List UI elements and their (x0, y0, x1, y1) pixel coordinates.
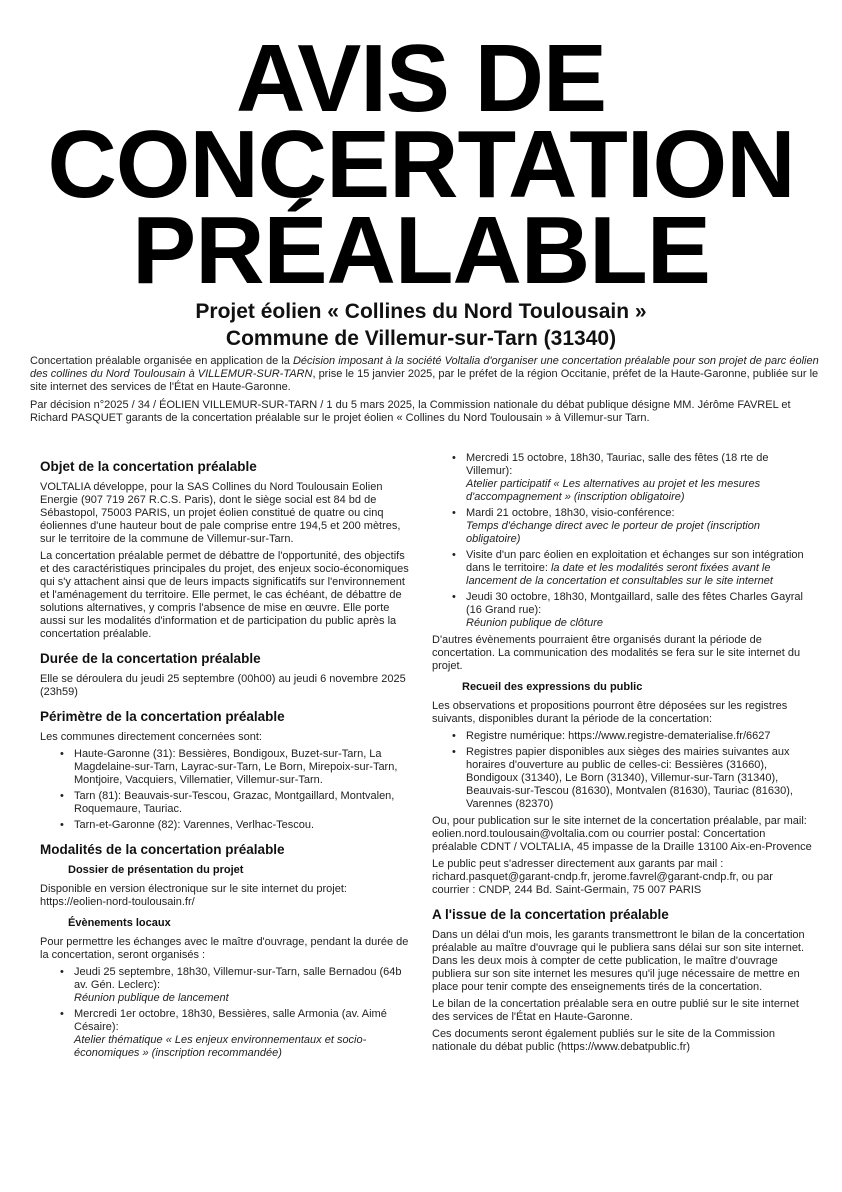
section-duree (40, 651, 415, 699)
objet-paragraph-2: La concertation préalable permet de débattre de l'opportunité, des objectifs et des caractéristiques principales du projet, des enjeux socio-économiques qui s'y attachent ainsi que de leurs impacts significatifs sur l'environnement et l'aménagement du territoire. Elle permet, le cas échéant, de débattre de solutions alternatives, y compris l'absence de mise en œuvre. Elle porte aussi sur les modalités d'information et de participation du public après la concertation préalable. (40, 550, 409, 640)
intro-paragraph-1 (30, 355, 820, 394)
subsection-heading: Évènements locaux (68, 917, 171, 929)
event-note: Temps d'échange direct avec le porteur de projet (inscription obligatoire) (466, 520, 760, 545)
section-heading: Objet de la concertation préalable (40, 459, 257, 474)
event-note: Atelier thématique « Les enjeux environnementaux et socio-économiques » (inscription recommandée) (74, 1034, 367, 1059)
subsection-heading: Recueil des expressions du public (462, 681, 643, 693)
intro-paragraph-2: Par décision n°2025 / 34 / ÉOLIEN VILLEMUR-SUR-TARN / 1 du 5 mars 2025, la Commission nationale du débat publique désigne MM. Jérôme FAVREL et Richard PASQUET garants de la concertation préalable sur le projet éolien « Collines du Nord Toulousain » à Villemur-sur Tarn. (30, 399, 791, 424)
autres-evenements: D'autres évènements pourraient être organisés durant la période de concertation. La communication des modalités se fera sur le site internet du projet. (432, 634, 801, 672)
list-item: • Tarn (81): Beauvais-sur-Tescou, Grazac, Montgaillard, Montvalen, Roquemaure, Tauriac. (40, 790, 415, 816)
intro-block (30, 355, 820, 430)
list-item (432, 591, 812, 630)
issue-paragraph-1: Dans un délai d'un mois, les garants transmettront le bilan de la concertation préalable au maître d'ouvrage qui le publiera sans délai sur son site internet. Dans les deux mois à compter de cette publication, le maître d'ouvrage publiera sur son site internet les mesures qu'il juge nécessaire de mettre en place pour tenir compte des enseignements tirés de la concertation. (432, 929, 805, 993)
list-item: • Tarn-et-Garonne (82): Varennes, Verlhac-Tescou. (40, 819, 415, 832)
notice-title (0, 25, 842, 304)
list-item (432, 549, 812, 588)
recueil-mail: Ou, pour publication sur le site internet de la concertation préalable, par mail: eolien.nord.toulousain@voltalia.com ou courrier postal: Concertation préalable CDNT / VOLTALIA, 45 impasse de la Draille 13100 Aix-en-Provence (432, 815, 812, 853)
event-note: Réunion publique de lancement (74, 992, 229, 1004)
events-list-left (40, 966, 415, 1060)
list-item (432, 452, 812, 504)
subtitle-project: Projet éolien « Collines du Nord Toulousain » (195, 300, 647, 323)
title-line-3: PRÉALABLE (132, 197, 710, 304)
event-main: • Mercredi 1er octobre, 18h30, Bessières, salle Armonia (av. Aimé Césaire): (74, 1008, 387, 1033)
section-heading: Durée de la concertation préalable (40, 651, 261, 666)
list-item (40, 1008, 415, 1060)
recueil-garants: Le public peut s'adresser directement aux garants par mail : richard.pasquet@garant-cndp.fr, jerome.favrel@garant-cndp.fr, ou par courrier : CNDP, 244 Bd. Saint-Germain, 75 007 PARIS (432, 858, 773, 896)
registres-list (432, 730, 812, 811)
issue-paragraph-3: Ces documents seront également publiés sur le site de la Commission nationale du débat public (https://www.debatpublic.fr) (432, 1028, 775, 1053)
section-perimetre (40, 709, 415, 832)
event-main: Visite d'un parc éolien en exploitation et échanges sur son intégration dans le territoire: (466, 549, 804, 574)
events-list-right (432, 452, 812, 630)
left-column (40, 459, 415, 1070)
event-main: • Mardi 21 octobre, 18h30, visio-conférence: (466, 507, 675, 519)
section-objet (40, 459, 415, 641)
intro-p1-end: , prise le 15 janvier 2025, par le préfet de la région Occitanie, préfet de la Haute-Garonne, publiée sur le site internet des services de l'État en Haute-Garonne. (30, 368, 819, 393)
section-heading: A l'issue de la concertation préalable (432, 907, 669, 922)
dossier-text: Disponible en version électronique sur le site internet du projet: https://eolien-nord-toulousain.fr/ (40, 883, 347, 908)
event-note: Atelier participatif « Les alternatives au projet et les mesures d'accompagnement » (inscription obligatoire) (466, 478, 761, 503)
section-heading: Modalités de la concertation préalable (40, 842, 285, 857)
event-note: la date et les modalités seront fixées avant le lancement de la concertation et consultables sur le site internet (466, 562, 773, 587)
event-main: • Jeudi 30 octobre, 18h30, Montgaillard, salle des fêtes Charles Gayral (16 Grand rue): (466, 591, 803, 616)
list-item: • Haute-Garonne (31): Bessières, Bondigoux, Buzet-sur-Tarn, La Magdelaine-sur-Tarn, Layrac-sur-Tarn, Le Born, Mirepoix-sur-Tarn, Montjoire, Vacquiers, Villematier, Villemur-sur-Tarn. (40, 748, 415, 787)
list-item: • Registre numérique: https://www.registre-dematerialise.fr/6627 (432, 730, 812, 743)
section-issue (432, 907, 812, 1054)
recueil-intro: Les observations et propositions pourront être déposées sur les registres suivants, disponibles durant la période de la concertation: (432, 700, 788, 725)
title-line-2: CONCERTATION (47, 111, 795, 218)
subsection-heading: Dossier de présentation du projet (68, 864, 244, 876)
project-subtitle (0, 298, 842, 352)
intro-p1-start: Concertation préalable organisée en application de la (30, 355, 293, 367)
subtitle-commune: Commune de Villemur-sur-Tarn (31340) (225, 327, 617, 350)
event-note: Réunion publique de clôture (466, 617, 603, 629)
event-main: • Mercredi 15 octobre, 18h30, Tauriac, salle des fêtes (18 rte de Villemur): (466, 452, 769, 477)
section-recueil (432, 681, 812, 897)
objet-paragraph-1: VOLTALIA développe, pour la SAS Collines du Nord Toulousain Eolien Energie (907 719 267 R.C.S. Paris), dont le siège social est 84 bd de Sébastopol, 75003 PARIS, un projet éolien constitué de quatre ou cinq éoliennes d'une hauteur bout de pale comprise entre 194,5 et 200 mètres, sur le territoire de la commune de Villemur-sur-Tarn. (40, 481, 401, 545)
communes-list (40, 748, 415, 832)
list-item (432, 507, 812, 546)
issue-paragraph-2: Le bilan de la concertation préalable sera en outre publié sur le site internet des services de l'État en Haute-Garonne. (432, 998, 799, 1023)
section-modalites (40, 842, 415, 1060)
perimetre-intro: Les communes directement concernées sont: (40, 731, 262, 743)
section-heading: Périmètre de la concertation préalable (40, 709, 285, 724)
list-item: • Registres papier disponibles aux sièges des mairies suivantes aux horaires d'ouverture au public de celles-ci: Bessières (31660), Bondigoux (31340), Le Born (31340), Villemur-sur-Tarn (31340), Beauvais-sur-Tescou (81630), Montvalen (81630), Tauriac (81630), Varennes (82370) (432, 746, 812, 811)
evenements-intro: Pour permettre les échanges avec le maître d'ouvrage, pendant la durée de la concertation, seront organisés : (40, 936, 409, 961)
intro-p1-italic: Décision imposant à la société Voltalia d'organiser une concertation préalable pour son projet de parc éolien des collines du Nord Toulousain à VILLEMUR-SUR-TARN (30, 355, 819, 380)
title-line-1: AVIS DE (236, 25, 606, 132)
duree-paragraph: Elle se déroulera du jeudi 25 septembre (00h00) au jeudi 6 novembre 2025 (23h59) (40, 673, 406, 698)
right-column (432, 452, 812, 1064)
event-main: • Jeudi 25 septembre, 18h30, Villemur-sur-Tarn, salle Bernadou (64b av. Gén. Leclerc): (74, 966, 402, 991)
list-item (40, 966, 415, 1005)
